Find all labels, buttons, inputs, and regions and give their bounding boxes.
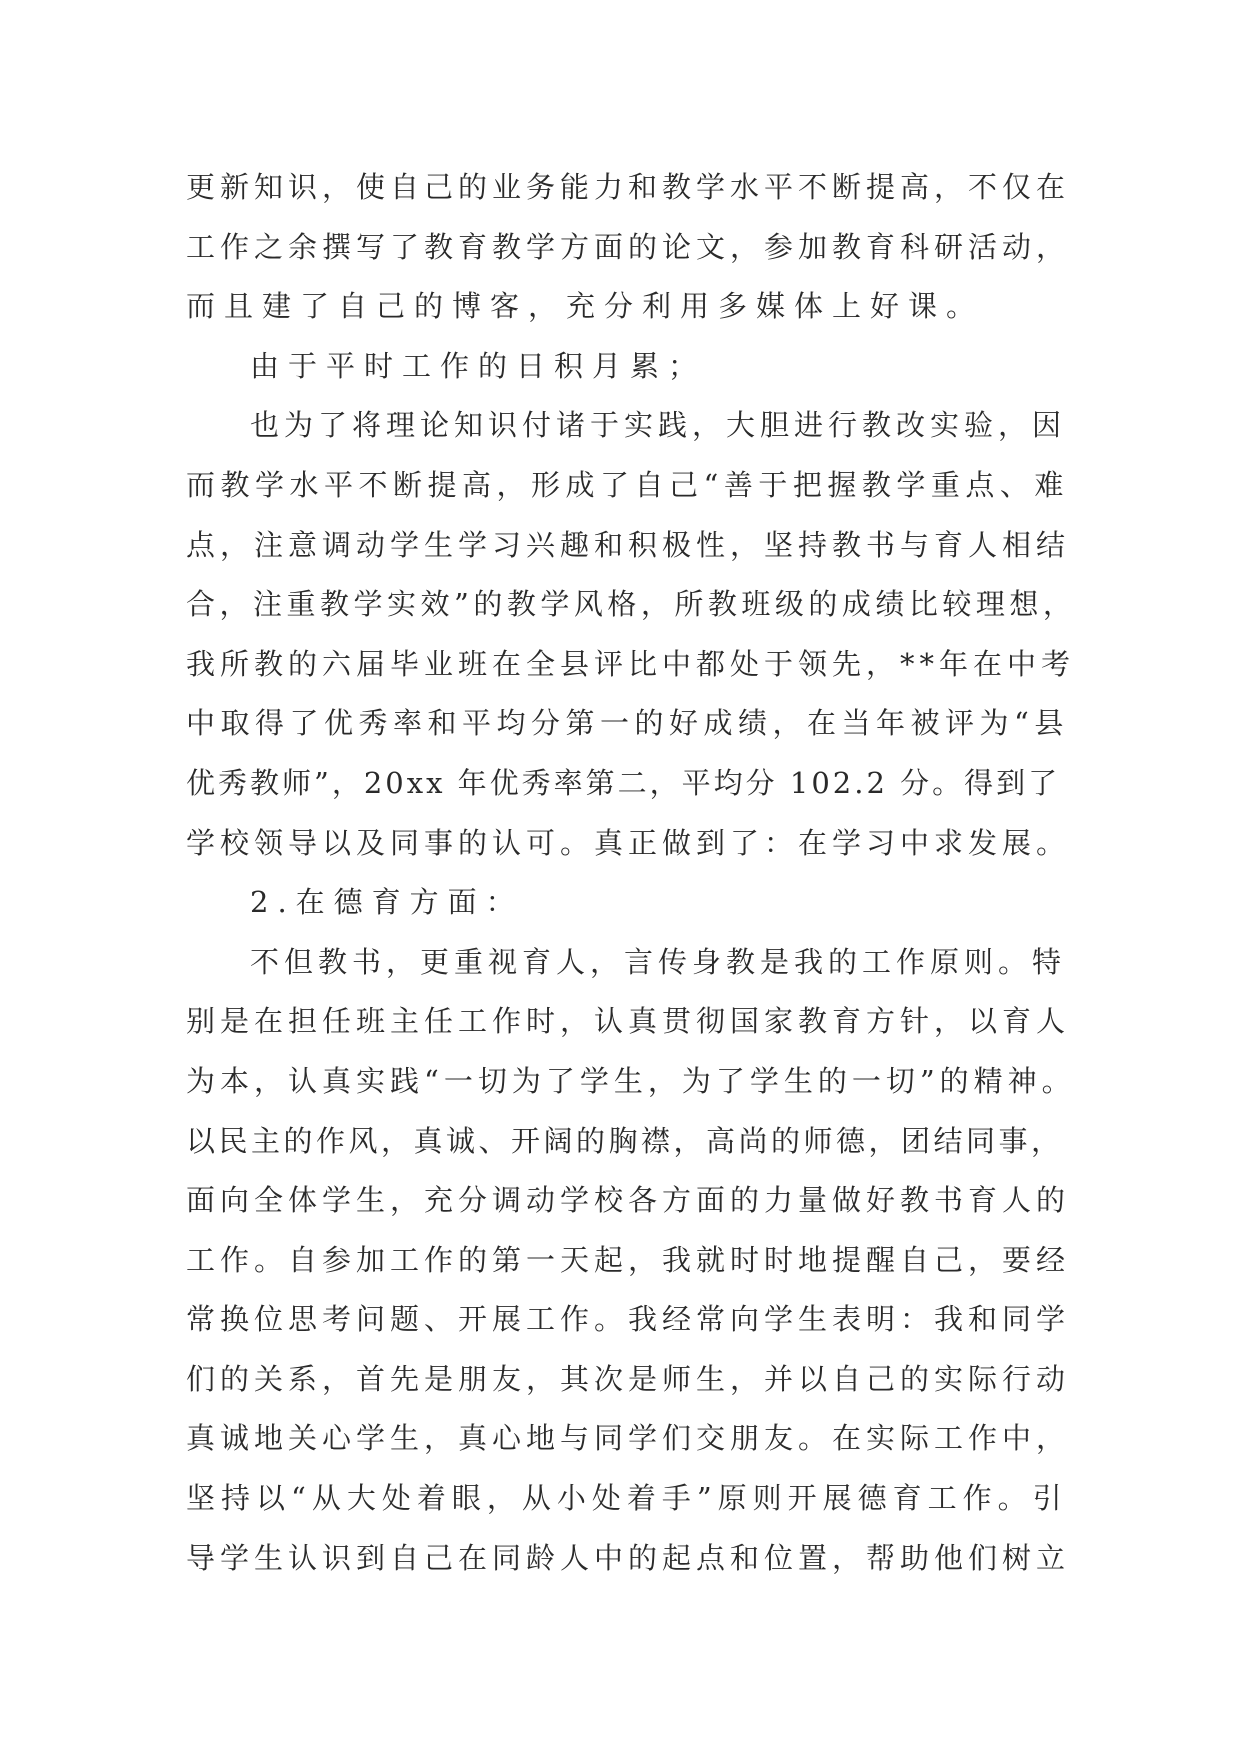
text-line: 也为了将理论知识付诸于实践，大胆进行教改实验，因: [250, 408, 1067, 443]
text-line: 真诚地关心学生，真心地与同学们交朋友。在实际工作中，: [186, 1421, 1071, 1456]
text-line: 而教学水平不断提高，形成了自己“善于把握教学重点、难: [186, 467, 1069, 502]
text-line: 面向全体学生，充分调动学校各方面的力量做好教书育人的: [186, 1183, 1071, 1218]
text-line: 们的关系，首先是朋友，其次是师生，并以自己的实际行动: [186, 1361, 1071, 1396]
text-line: 优秀教师”，20xx 年优秀率第二，平均分 102.2 分。得到了: [186, 765, 1061, 800]
text-line: 不但教书，更重视育人，言传身教是我的工作原则。特: [250, 944, 1067, 979]
text-line: 以民主的作风，真诚、开阔的胸襟，高尚的师德，团结同事，: [186, 1123, 1064, 1158]
text-line: 学校领导以及同事的认可。真正做到了：在学习中求发展。: [186, 825, 1071, 860]
text-line: 坚持以“从大处着眼，从小处着手”原则开展德育工作。引: [186, 1481, 1068, 1516]
text-line: 工作。自参加工作的第一天起，我就时时地提醒自己，要经: [186, 1242, 1071, 1277]
text-line: 中取得了优秀率和平均分第一的好成绩，在当年被评为“县: [186, 706, 1069, 741]
text-line: 点，注意调动学生学习兴趣和积极性，坚持教书与育人相结: [186, 527, 1071, 562]
text-line: 常换位思考问题、开展工作。我经常向学生表明：我和同学: [186, 1302, 1071, 1337]
text-line: 我所教的六届毕业班在全县评比中都处于领先，**年在中考: [186, 646, 1076, 681]
text-line: 2.在德育方面：: [250, 885, 524, 920]
text-line: 而且建了自己的博客，充分利用多媒体上好课。: [186, 289, 985, 324]
text-line: 为本，认真实践“一切为了学生，为了学生的一切”的精神。: [186, 1063, 1076, 1098]
text-line: 工作之余撰写了教育教学方面的论文，参加教育科研活动，: [186, 229, 1071, 264]
document-body: [186, 158, 1077, 1588]
text-line: 合，注重教学实效”的教学风格，所教班级的成绩比较理想，: [186, 587, 1077, 622]
text-line: 由于平时工作的日积月累；: [250, 348, 707, 383]
text-line: 导学生认识到自己在同龄人中的起点和位置，帮助他们树立: [186, 1540, 1071, 1575]
text-line: 更新知识，使自己的业务能力和教学水平不断提高，不仅在: [186, 170, 1071, 204]
text-line: 别是在担任班主任工作时，认真贯彻国家教育方针，以育人: [186, 1004, 1071, 1039]
